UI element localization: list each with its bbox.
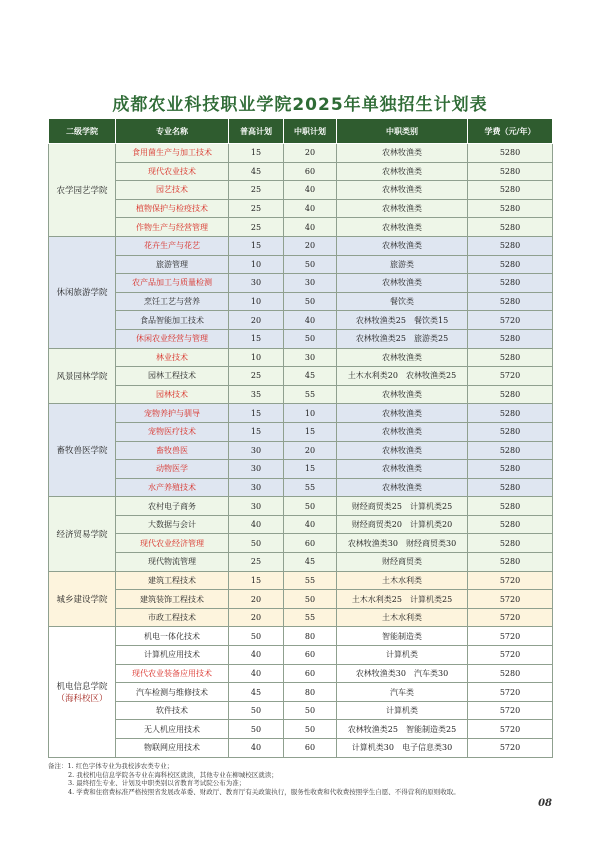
vocational-plan-cell: 45 xyxy=(284,553,337,572)
tuition-cell: 5280 xyxy=(468,497,553,516)
major-cell: 农产品加工与质量检测 xyxy=(116,274,229,293)
table-row xyxy=(49,404,553,423)
tuition-cell: 5280 xyxy=(468,441,553,460)
table-row xyxy=(49,590,553,609)
college-name: 机电信息学院 xyxy=(56,682,108,693)
tuition-cell: 5280 xyxy=(468,515,553,534)
category-cell: 农林牧渔类 xyxy=(337,348,468,367)
tuition-cell: 5720 xyxy=(468,367,553,386)
header-tuition: 学费（元/年） xyxy=(468,119,553,144)
note-line: 3. 最终招生专业、计划及中职类别以省教育考试院公布为准； xyxy=(68,779,246,788)
tuition-cell: 5280 xyxy=(468,236,553,255)
vocational-plan-cell: 50 xyxy=(284,701,337,720)
tuition-cell: 5280 xyxy=(468,274,553,293)
note-line: 备注：1. 红色字体专业为我校涉农类专业； xyxy=(48,762,174,770)
general-plan-cell: 25 xyxy=(229,218,284,237)
major-cell: 农村电子商务 xyxy=(116,497,229,516)
general-plan-cell: 30 xyxy=(229,274,284,293)
vocational-plan-cell: 40 xyxy=(284,311,337,330)
general-plan-cell: 50 xyxy=(229,701,284,720)
major-cell: 建筑装饰工程技术 xyxy=(116,590,229,609)
general-plan-cell: 45 xyxy=(229,162,284,181)
tuition-cell: 5280 xyxy=(468,162,553,181)
tuition-cell: 5280 xyxy=(468,478,553,497)
category-cell: 农林牧渔类30 财经商贸类30 xyxy=(337,534,468,553)
category-cell: 农林牧渔类 xyxy=(337,422,468,441)
table-row xyxy=(49,608,553,627)
table-row xyxy=(49,181,553,200)
tuition-cell: 5720 xyxy=(468,608,553,627)
table-row xyxy=(49,311,553,330)
category-cell: 土木水利类 xyxy=(337,608,468,627)
vocational-plan-cell: 80 xyxy=(284,627,337,646)
category-cell: 农林牧渔类 xyxy=(337,274,468,293)
category-cell: 旅游类 xyxy=(337,255,468,274)
header-vocational-plan: 中职计划 xyxy=(284,119,337,144)
category-cell: 农林牧渔类 xyxy=(337,199,468,218)
general-plan-cell: 15 xyxy=(229,329,284,348)
header-college: 二级学院 xyxy=(49,119,116,144)
category-cell: 农林牧渔类25 旅游类25 xyxy=(337,329,468,348)
vocational-plan-cell: 20 xyxy=(284,236,337,255)
category-cell: 农林牧渔类25 智能制造类25 xyxy=(337,720,468,739)
vocational-plan-cell: 40 xyxy=(284,218,337,237)
tuition-cell: 5280 xyxy=(468,664,553,683)
vocational-plan-cell: 50 xyxy=(284,497,337,516)
table-row xyxy=(49,720,553,739)
general-plan-cell: 20 xyxy=(229,590,284,609)
general-plan-cell: 35 xyxy=(229,385,284,404)
general-plan-cell: 40 xyxy=(229,515,284,534)
vocational-plan-cell: 60 xyxy=(284,162,337,181)
major-cell: 园林技术 xyxy=(116,385,229,404)
general-plan-cell: 15 xyxy=(229,571,284,590)
table-row xyxy=(49,199,553,218)
general-plan-cell: 45 xyxy=(229,683,284,702)
major-cell: 无人机应用技术 xyxy=(116,720,229,739)
general-plan-cell: 25 xyxy=(229,553,284,572)
category-cell: 土木水利类20 农林牧渔类25 xyxy=(337,367,468,386)
table-row xyxy=(49,571,553,590)
vocational-plan-cell: 50 xyxy=(284,590,337,609)
category-cell: 农林牧渔类25 餐饮类15 xyxy=(337,311,468,330)
college-name: 城乡建设学院 xyxy=(56,595,108,606)
major-cell: 作物生产与经营管理 xyxy=(116,218,229,237)
general-plan-cell: 10 xyxy=(229,292,284,311)
major-cell: 汽车检测与维修技术 xyxy=(116,683,229,702)
note-line: 2. 我校机电信息学院各专业在海科校区就读，其他专业在柳城校区就读； xyxy=(68,770,278,779)
vocational-plan-cell: 30 xyxy=(284,348,337,367)
tuition-cell: 5280 xyxy=(468,385,553,404)
table-row xyxy=(49,385,553,404)
vocational-plan-cell: 20 xyxy=(284,441,337,460)
major-cell: 休闲农业经营与管理 xyxy=(116,329,229,348)
college-note: （海科校区） xyxy=(56,694,108,705)
major-cell: 宠物养护与驯导 xyxy=(116,404,229,423)
category-cell: 土木水利类 xyxy=(337,571,468,590)
vocational-plan-cell: 20 xyxy=(284,144,337,163)
table-row xyxy=(49,478,553,497)
tuition-cell: 5280 xyxy=(468,144,553,163)
general-plan-cell: 10 xyxy=(229,348,284,367)
category-cell: 农林牧渔类 xyxy=(337,144,468,163)
major-cell: 烹饪工艺与营养 xyxy=(116,292,229,311)
vocational-plan-cell: 10 xyxy=(284,404,337,423)
tuition-cell: 5280 xyxy=(468,534,553,553)
header-major: 专业名称 xyxy=(116,119,229,144)
major-cell: 林业技术 xyxy=(116,348,229,367)
general-plan-cell: 40 xyxy=(229,739,284,758)
enrollment-plan-table xyxy=(48,118,553,758)
note-line: 4. 学费和住宿费标准严格按照省发展改革委、财政厅、教育厅有关政策执行，服务性收费和代收费按照学生自愿、不得营利的原则收取。 xyxy=(68,787,460,796)
college-cell xyxy=(49,236,116,348)
page-number: 08 xyxy=(538,798,552,809)
major-cell: 现代农业技术 xyxy=(116,162,229,181)
vocational-plan-cell: 60 xyxy=(284,534,337,553)
category-cell: 财经商贸类 xyxy=(337,553,468,572)
major-cell: 现代农业经济管理 xyxy=(116,534,229,553)
vocational-plan-cell: 45 xyxy=(284,367,337,386)
notes xyxy=(48,762,558,796)
major-cell: 宠物医疗技术 xyxy=(116,422,229,441)
tuition-cell: 5720 xyxy=(468,571,553,590)
tuition-cell: 5280 xyxy=(468,218,553,237)
general-plan-cell: 25 xyxy=(229,181,284,200)
table-row xyxy=(49,422,553,441)
category-cell: 农林牧渔类 xyxy=(337,404,468,423)
category-cell: 农林牧渔类 xyxy=(337,181,468,200)
general-plan-cell: 50 xyxy=(229,627,284,646)
college-cell xyxy=(49,144,116,237)
major-cell: 现代农业装备应用技术 xyxy=(116,664,229,683)
category-cell: 计算机类30 电子信息类30 xyxy=(337,739,468,758)
tuition-cell: 5720 xyxy=(468,739,553,758)
general-plan-cell: 30 xyxy=(229,478,284,497)
tuition-cell: 5280 xyxy=(468,348,553,367)
tuition-cell: 5280 xyxy=(468,181,553,200)
major-cell: 现代物流管理 xyxy=(116,553,229,572)
table-row xyxy=(49,329,553,348)
table-row xyxy=(49,534,553,553)
vocational-plan-cell: 15 xyxy=(284,460,337,479)
general-plan-cell: 15 xyxy=(229,404,284,423)
vocational-plan-cell: 60 xyxy=(284,739,337,758)
table-body xyxy=(49,144,553,758)
table-row xyxy=(49,553,553,572)
tuition-cell: 5280 xyxy=(468,255,553,274)
vocational-plan-cell: 50 xyxy=(284,720,337,739)
vocational-plan-cell: 55 xyxy=(284,571,337,590)
general-plan-cell: 10 xyxy=(229,255,284,274)
category-cell: 农林牧渔类 xyxy=(337,385,468,404)
table-row xyxy=(49,292,553,311)
tuition-cell: 5280 xyxy=(468,199,553,218)
category-cell: 农林牧渔类 xyxy=(337,162,468,181)
major-cell: 食用菌生产与加工技术 xyxy=(116,144,229,163)
category-cell: 智能制造类 xyxy=(337,627,468,646)
general-plan-cell: 30 xyxy=(229,441,284,460)
general-plan-cell: 40 xyxy=(229,646,284,665)
vocational-plan-cell: 80 xyxy=(284,683,337,702)
major-cell: 市政工程技术 xyxy=(116,608,229,627)
general-plan-cell: 15 xyxy=(229,144,284,163)
general-plan-cell: 15 xyxy=(229,422,284,441)
general-plan-cell: 50 xyxy=(229,534,284,553)
table-row xyxy=(49,255,553,274)
category-cell: 农林牧渔类 xyxy=(337,478,468,497)
category-cell: 财经商贸类25 计算机类25 xyxy=(337,497,468,516)
table-row xyxy=(49,144,553,163)
vocational-plan-cell: 55 xyxy=(284,608,337,627)
major-cell: 食品智能加工技术 xyxy=(116,311,229,330)
vocational-plan-cell: 50 xyxy=(284,292,337,311)
category-cell: 农林牧渔类 xyxy=(337,441,468,460)
vocational-plan-cell: 40 xyxy=(284,199,337,218)
tuition-cell: 5720 xyxy=(468,590,553,609)
tuition-cell: 5280 xyxy=(468,553,553,572)
category-cell: 农林牧渔类30 汽车类30 xyxy=(337,664,468,683)
table-row xyxy=(49,664,553,683)
tuition-cell: 5720 xyxy=(468,646,553,665)
vocational-plan-cell: 50 xyxy=(284,255,337,274)
table-row xyxy=(49,236,553,255)
tuition-cell: 5720 xyxy=(468,701,553,720)
college-cell xyxy=(49,571,116,627)
general-plan-cell: 20 xyxy=(229,608,284,627)
page-title: 成都农业科技职业学院2025年单独招生计划表 xyxy=(112,95,488,115)
category-cell: 计算机类 xyxy=(337,646,468,665)
category-cell: 计算机类 xyxy=(337,701,468,720)
general-plan-cell: 40 xyxy=(229,664,284,683)
vocational-plan-cell: 40 xyxy=(284,515,337,534)
category-cell: 汽车类 xyxy=(337,683,468,702)
header-vocational-category: 中职类别 xyxy=(337,119,468,144)
general-plan-cell: 30 xyxy=(229,460,284,479)
tuition-cell: 5720 xyxy=(468,720,553,739)
category-cell: 财经商贸类20 计算机类20 xyxy=(337,515,468,534)
major-cell: 软件技术 xyxy=(116,701,229,720)
general-plan-cell: 25 xyxy=(229,199,284,218)
table-row xyxy=(49,460,553,479)
table-row xyxy=(49,515,553,534)
major-cell: 物联网应用技术 xyxy=(116,739,229,758)
college-name: 经济贸易学院 xyxy=(56,529,108,540)
table-row xyxy=(49,646,553,665)
table-row xyxy=(49,162,553,181)
general-plan-cell: 20 xyxy=(229,311,284,330)
college-name: 农学园艺学院 xyxy=(56,185,108,196)
major-cell: 旅游管理 xyxy=(116,255,229,274)
general-plan-cell: 15 xyxy=(229,236,284,255)
tuition-cell: 5280 xyxy=(468,292,553,311)
tuition-cell: 5720 xyxy=(468,627,553,646)
table-row xyxy=(49,701,553,720)
college-name: 风景园林学院 xyxy=(56,371,108,382)
tuition-cell: 5280 xyxy=(468,460,553,479)
major-cell: 机电一体化技术 xyxy=(116,627,229,646)
vocational-plan-cell: 55 xyxy=(284,478,337,497)
vocational-plan-cell: 60 xyxy=(284,664,337,683)
category-cell: 农林牧渔类 xyxy=(337,236,468,255)
vocational-plan-cell: 55 xyxy=(284,385,337,404)
category-cell: 农林牧渔类 xyxy=(337,460,468,479)
tuition-cell: 5280 xyxy=(468,422,553,441)
general-plan-cell: 50 xyxy=(229,720,284,739)
major-cell: 园林工程技术 xyxy=(116,367,229,386)
general-plan-cell: 30 xyxy=(229,497,284,516)
major-cell: 花卉生产与花艺 xyxy=(116,236,229,255)
major-cell: 建筑工程技术 xyxy=(116,571,229,590)
vocational-plan-cell: 50 xyxy=(284,329,337,348)
vocational-plan-cell: 40 xyxy=(284,181,337,200)
college-name: 畜牧兽医学院 xyxy=(56,446,108,457)
vocational-plan-cell: 60 xyxy=(284,646,337,665)
table-row xyxy=(49,683,553,702)
college-cell xyxy=(49,497,116,571)
table-row xyxy=(49,739,553,758)
college-cell xyxy=(49,404,116,497)
college-name: 休闲旅游学院 xyxy=(56,288,108,299)
table-row xyxy=(49,348,553,367)
major-cell: 植物保护与检疫技术 xyxy=(116,199,229,218)
major-cell: 园艺技术 xyxy=(116,181,229,200)
category-cell: 餐饮类 xyxy=(337,292,468,311)
college-cell xyxy=(49,627,116,757)
table-row xyxy=(49,367,553,386)
table-row xyxy=(49,441,553,460)
major-cell: 计算机应用技术 xyxy=(116,646,229,665)
table-header-row xyxy=(49,119,553,144)
tuition-cell: 5720 xyxy=(468,683,553,702)
vocational-plan-cell: 15 xyxy=(284,422,337,441)
category-cell: 土木水利类25 计算机类25 xyxy=(337,590,468,609)
table-row xyxy=(49,274,553,293)
major-cell: 动物医学 xyxy=(116,460,229,479)
table-row xyxy=(49,218,553,237)
major-cell: 畜牧兽医 xyxy=(116,441,229,460)
header-general-plan: 普高计划 xyxy=(229,119,284,144)
major-cell: 大数据与会计 xyxy=(116,515,229,534)
general-plan-cell: 25 xyxy=(229,367,284,386)
college-cell xyxy=(49,348,116,404)
tuition-cell: 5280 xyxy=(468,404,553,423)
major-cell: 水产养殖技术 xyxy=(116,478,229,497)
table-row xyxy=(49,627,553,646)
vocational-plan-cell: 30 xyxy=(284,274,337,293)
tuition-cell: 5720 xyxy=(468,311,553,330)
table-row xyxy=(49,497,553,516)
tuition-cell: 5280 xyxy=(468,329,553,348)
category-cell: 农林牧渔类 xyxy=(337,218,468,237)
